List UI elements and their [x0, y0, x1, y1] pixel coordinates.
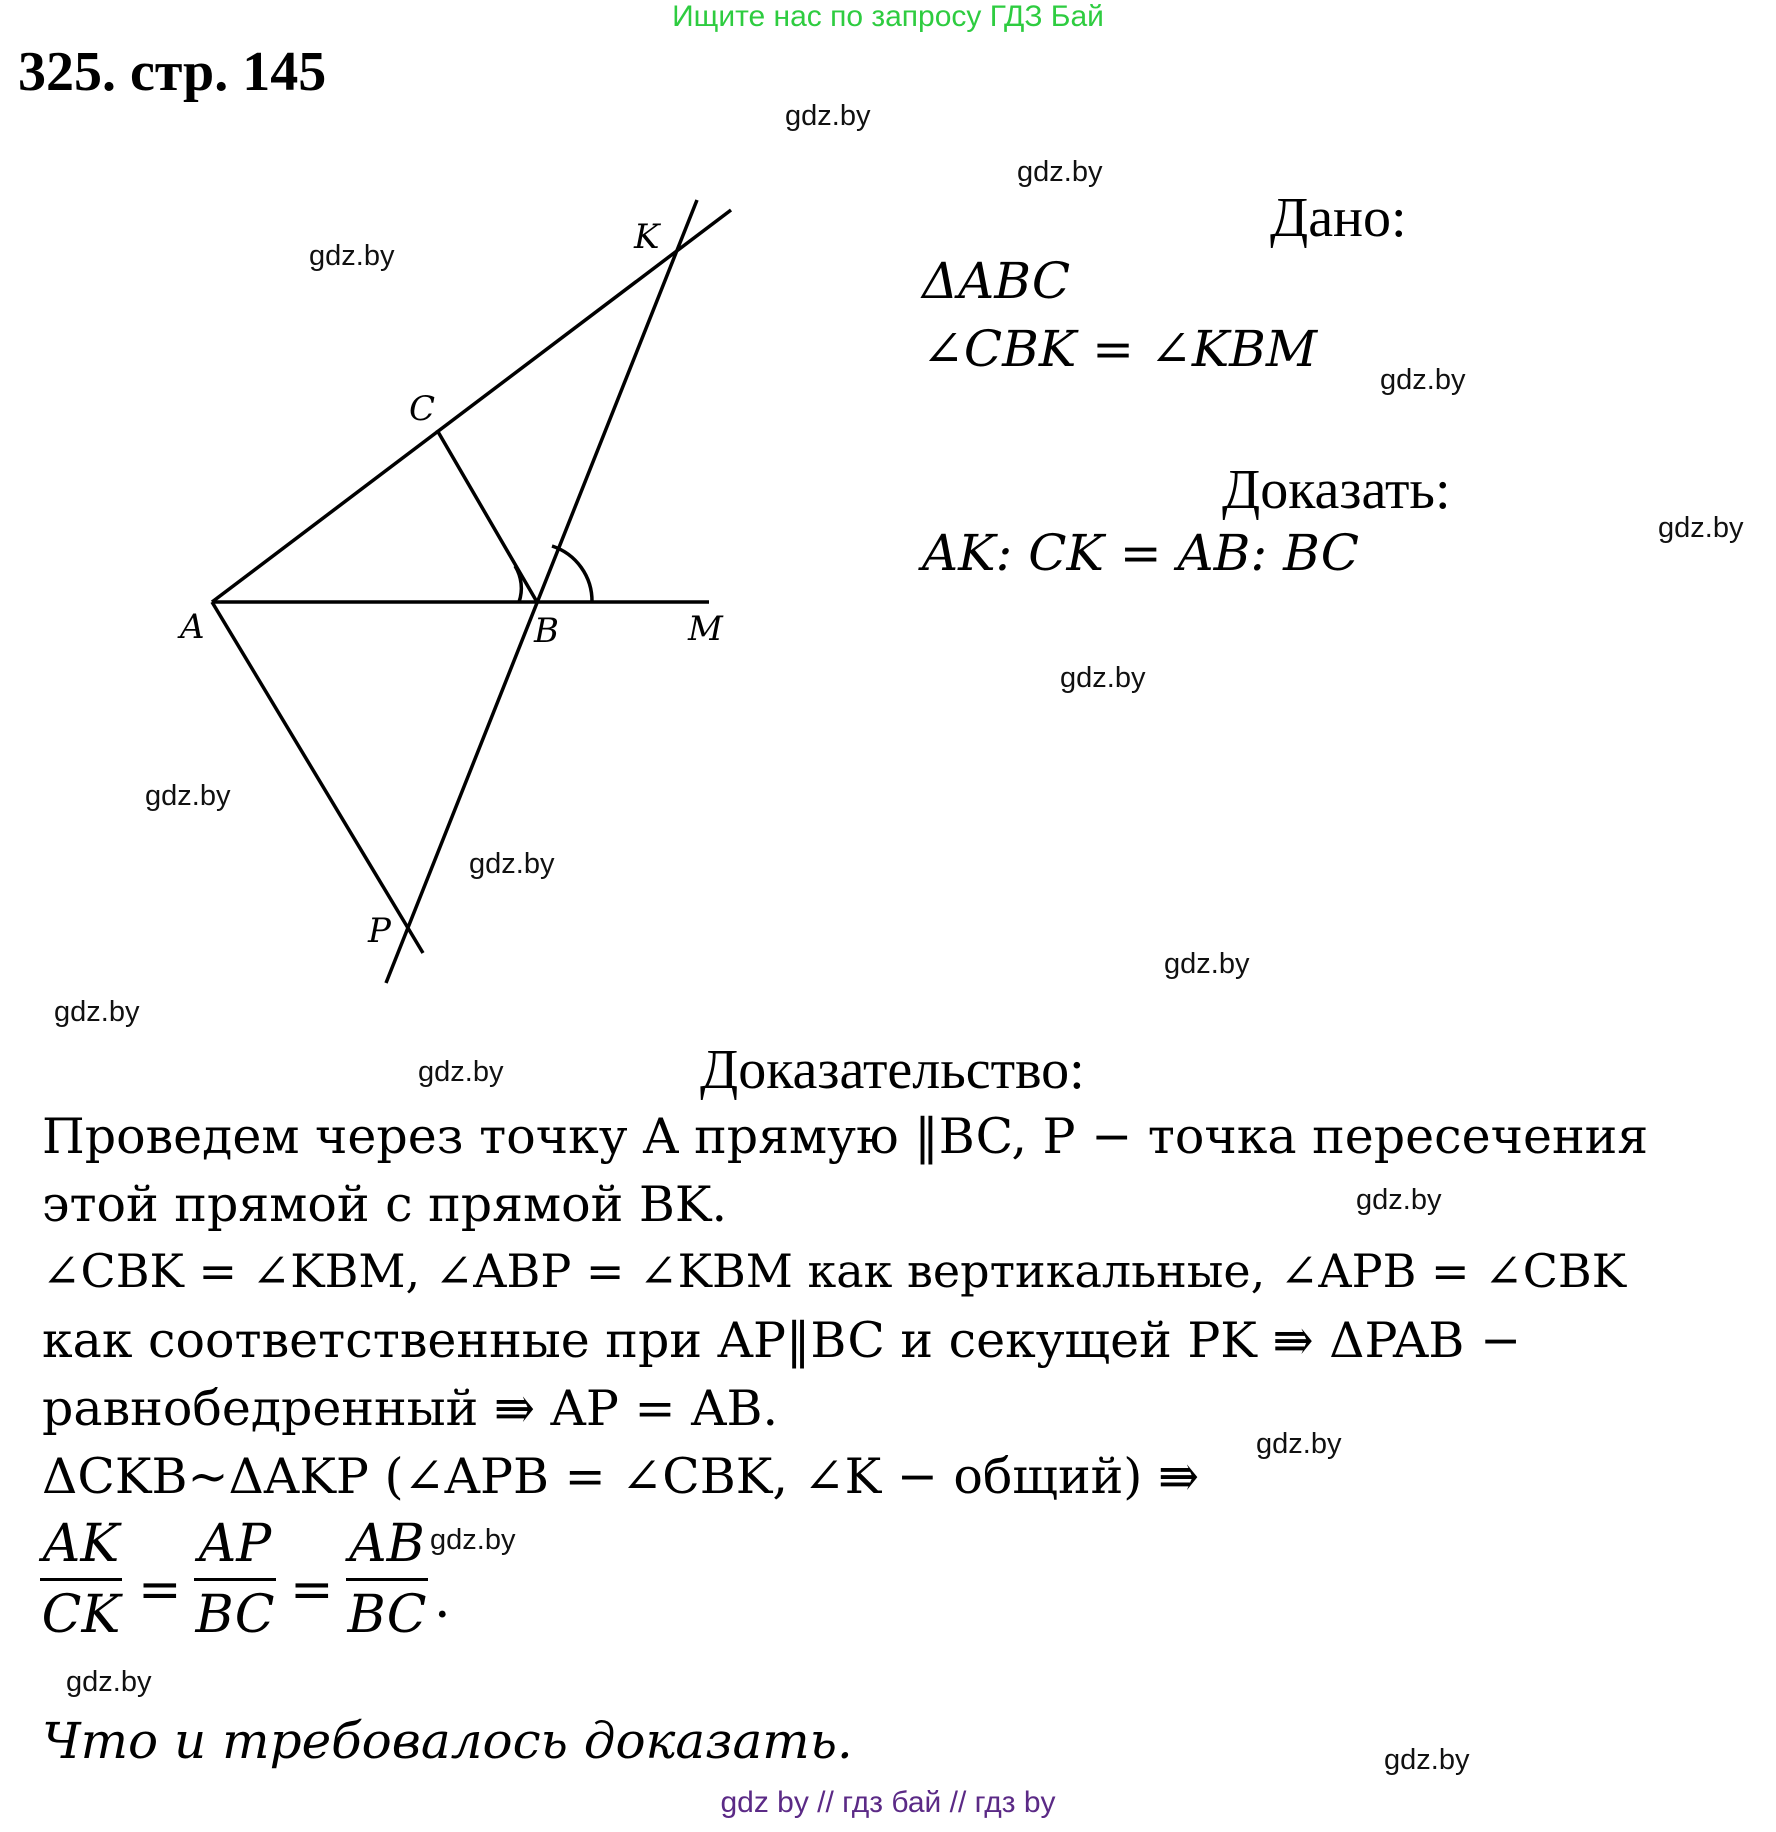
label-p: P — [368, 911, 391, 951]
fraction-denominator: CK — [41, 1585, 121, 1645]
fraction-numerator: AB — [349, 1514, 425, 1574]
watermark: gdz.by — [1060, 662, 1146, 694]
fraction-ap-bc — [194, 1512, 276, 1647]
search-banner: Ищите нас по запросу ГДЗ Бай — [672, 0, 1104, 33]
watermark: gdz.by — [469, 848, 555, 880]
watermark: gdz.by — [1356, 1184, 1442, 1216]
label-m: M — [688, 609, 723, 649]
fraction-numerator: AP — [198, 1514, 272, 1574]
line-pk — [386, 200, 697, 983]
geometry-figure — [0, 0, 760, 1000]
watermark: gdz.by — [785, 100, 871, 132]
watermark: gdz.by — [1164, 948, 1250, 980]
fraction-denominator: BC — [347, 1585, 427, 1645]
proof-line-2: этой прямой с прямой BK. — [42, 1176, 728, 1233]
equals-sign: = — [138, 1560, 182, 1620]
watermark: gdz.by — [1658, 512, 1744, 544]
watermark: gdz.by — [309, 240, 395, 272]
watermark: gdz.by — [1380, 364, 1466, 396]
line-ak — [212, 210, 731, 602]
fraction-bar — [194, 1578, 276, 1581]
watermark: gdz.by — [1256, 1428, 1342, 1460]
watermark: gdz.by — [145, 780, 231, 812]
watermark: gdz.by — [54, 996, 140, 1028]
proof-line-1: Проведем через точку A прямую ‖BC, P − точка пересечения — [42, 1108, 1649, 1165]
segment-cb — [437, 430, 537, 602]
proof-heading: Доказательство: — [700, 1039, 1085, 1101]
proof-line-5: равнобедренный ⇛ AP = AB. — [42, 1380, 779, 1437]
proof-line-4: как соответственные при AP‖BC и секущей PK ⇛ ΔPAB − — [42, 1312, 1521, 1369]
label-k: K — [634, 217, 660, 257]
fraction-bar — [40, 1578, 122, 1581]
fraction-ak-ck — [40, 1512, 122, 1647]
proof-conclusion: Что и требовалось доказать. — [42, 1712, 853, 1770]
prove-statement: AK: CK = AB: BC — [922, 524, 1360, 582]
fraction-denominator: BC — [195, 1585, 275, 1645]
fraction-numerator: AK — [42, 1514, 120, 1574]
period: . — [434, 1570, 451, 1630]
prove-heading: Доказать: — [1222, 459, 1451, 521]
proof-line-3: ∠CBK = ∠KBM, ∠ABP = ∠KBM как вертикальные, ∠APB = ∠CBK — [42, 1244, 1627, 1298]
fraction-ab-bc — [346, 1512, 428, 1647]
watermark: gdz.by — [418, 1056, 504, 1088]
given-heading: Дано: — [1270, 187, 1407, 249]
label-a: A — [180, 607, 205, 647]
fraction-bar — [346, 1578, 428, 1581]
segment-ap — [212, 602, 423, 953]
watermark: gdz.by — [1384, 1744, 1470, 1776]
given-angle-equality: ∠CBK = ∠KBM — [922, 320, 1318, 378]
proof-line-6: ΔCKB~ΔAKP (∠APB = ∠CBK, ∠K − общий) ⇛ — [42, 1448, 1200, 1505]
watermark: gdz.by — [66, 1666, 152, 1698]
label-b: B — [534, 611, 559, 651]
given-triangle: ΔABC — [922, 252, 1071, 310]
watermark: gdz.by — [1017, 156, 1103, 188]
footer-links: gdz by // гдз бай // гдз by — [720, 1786, 1056, 1819]
exercise-title: 325. стр. 145 — [18, 41, 327, 103]
equals-sign: = — [290, 1560, 334, 1620]
watermark: gdz.by — [430, 1524, 516, 1556]
label-c: C — [409, 389, 436, 429]
